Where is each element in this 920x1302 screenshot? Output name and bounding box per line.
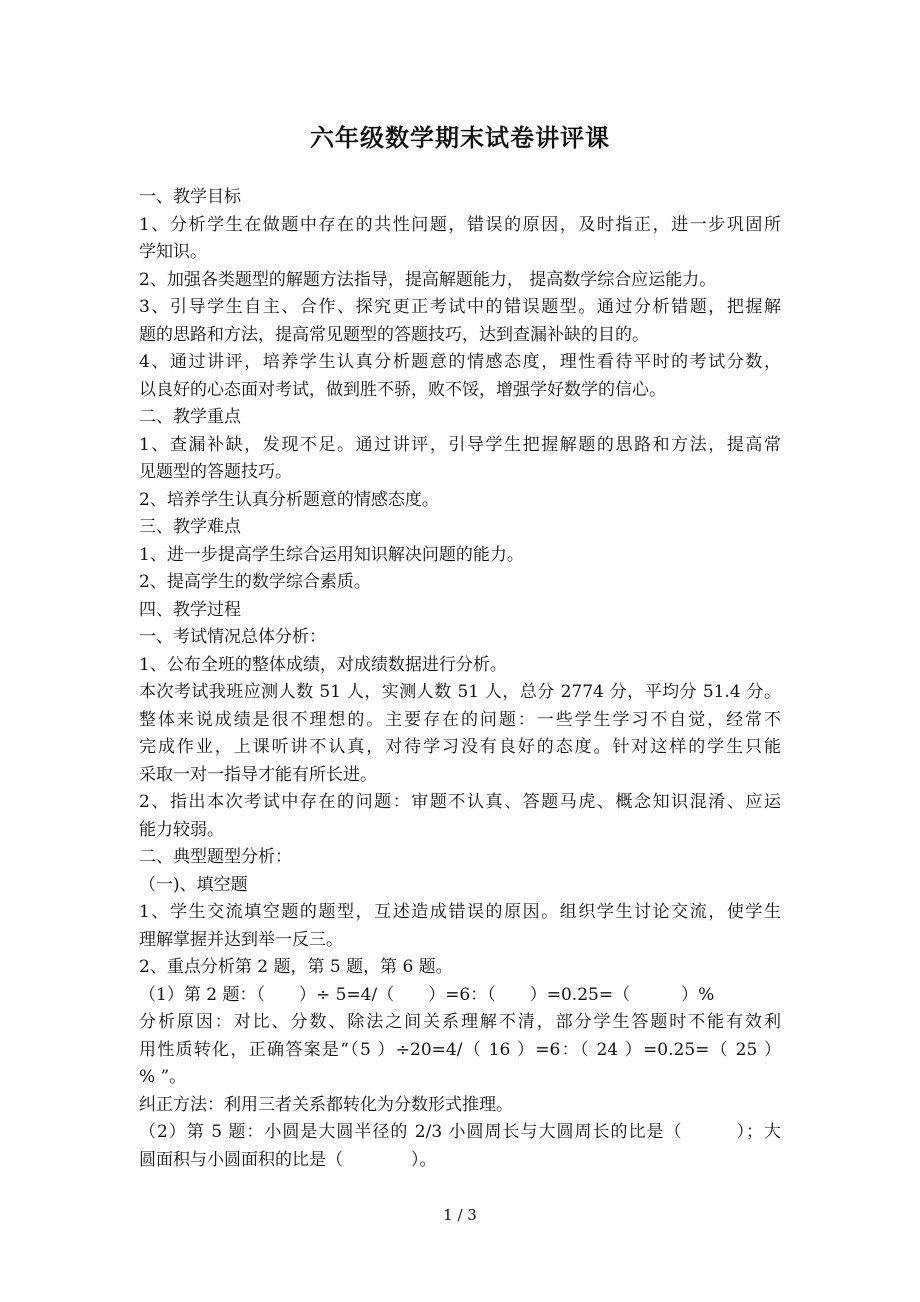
text-line: 见题型的答题技巧。 bbox=[139, 462, 292, 482]
text-line: 三、教学难点 bbox=[139, 517, 241, 537]
text-line: 2、重点分析第 2 题，第 5 题，第 6 题。 bbox=[139, 957, 453, 977]
text-line: 题的思路和方法，提高常见题型的答题技巧，达到查漏补缺的目的。 bbox=[139, 324, 649, 345]
text-line: 四、教学过程 bbox=[139, 599, 241, 620]
text-line: 圆面积与小圆面积的比是（ ）。 bbox=[139, 1149, 437, 1170]
text-line: 2、提高学生的数学综合素质。 bbox=[139, 572, 371, 592]
text-line: 1、查漏补缺，发现不足。通过讲评，引导学生把握解题的思路和方法，提高常 bbox=[139, 434, 781, 455]
text-line: 完成作业，上课听讲不认真，对待学习没有良好的态度。针对这样的学生只能 bbox=[139, 737, 781, 757]
document-title: 六年级数学期末试卷讲评课 bbox=[310, 123, 610, 152]
text-line: 学知识。 bbox=[139, 242, 207, 262]
text-line: 2、加强各类题型的解题方法指导，提高解题能力， 提高数学综合应运能力。 bbox=[139, 269, 717, 290]
text-line: 能力较弱。 bbox=[139, 819, 224, 840]
text-line: 以良好的心态面对考试，做到胜不骄，败不馁，增强学好数学的信心。 bbox=[139, 379, 666, 400]
text-line: 3、引导学生自主、合作、探究更正考试中的错误题型。通过分析错题，把握解 bbox=[139, 297, 781, 317]
text-line: 1、学生交流填空题的题型，互述造成错误的原因。组织学生讨论交流，使学生 bbox=[139, 902, 781, 922]
text-line: 二、典型题型分析： bbox=[139, 847, 292, 867]
text-line: 1、分析学生在做题中存在的共性问题，错误的原因，及时指正，进一步巩固所 bbox=[139, 214, 781, 235]
text-line: （一)、填空题 bbox=[139, 874, 248, 895]
text-line: 2、指出本次考试中存在的问题：审题不认真、答题马虎、概念知识混淆、应运 bbox=[139, 792, 781, 812]
text-line: 二、教学重点 bbox=[139, 407, 241, 427]
text-line: 理解掌握并达到举一反三。 bbox=[139, 929, 343, 950]
text-line: 4、通过讲评，培养学生认真分析题意的情感态度，理性看待平时的考试分数， bbox=[139, 352, 781, 372]
text-line: （2）第 5 题：小圆是大圆半径的 2/3 小圆周长与大圆周长的比是（ ）；大 bbox=[139, 1122, 781, 1142]
text-line: 纠正方法：利用三者关系都转化为分数形式推理。 bbox=[139, 1094, 513, 1115]
text-line: 一、教学目标 bbox=[139, 187, 241, 207]
text-line: 本次考试我班应测人数 51 人，实测人数 51 人，总分 2774 分，平均分 51.4 分。 bbox=[139, 682, 781, 702]
text-line: % ”。 bbox=[139, 1067, 187, 1087]
text-line: 1、公布全班的整体成绩，对成绩数据进行分析。 bbox=[139, 654, 507, 675]
text-line: 整体来说成绩是很不理想的。主要存在的问题：一些学生学习不自觉，经常不 bbox=[139, 709, 781, 730]
document-body bbox=[139, 184, 781, 1174]
text-line: 一、考试情况总体分析： bbox=[139, 627, 326, 647]
text-line: 采取一对一指导才能有所长进。 bbox=[139, 764, 377, 785]
text-line: （1）第 2 题：（ ）÷ 5=4/（ ）=6：（ ）=0.25=（ ）% bbox=[139, 984, 715, 1005]
page-number: 1 / 3 bbox=[443, 1206, 477, 1224]
text-line: 1、进一步提高学生综合运用知识解决问题的能力。 bbox=[139, 544, 524, 565]
text-line: 用性质转化，正确答案是“（5 ）÷20=4/（ 16 ）=6：（ 24 ）=0.25=（ 25 ） bbox=[139, 1039, 781, 1060]
text-line: 2、培养学生认真分析题意的情感态度。 bbox=[139, 489, 439, 510]
text-line: 分析原因：对比、分数、除法之间关系理解不清，部分学生答题时不能有效利 bbox=[139, 1012, 781, 1032]
